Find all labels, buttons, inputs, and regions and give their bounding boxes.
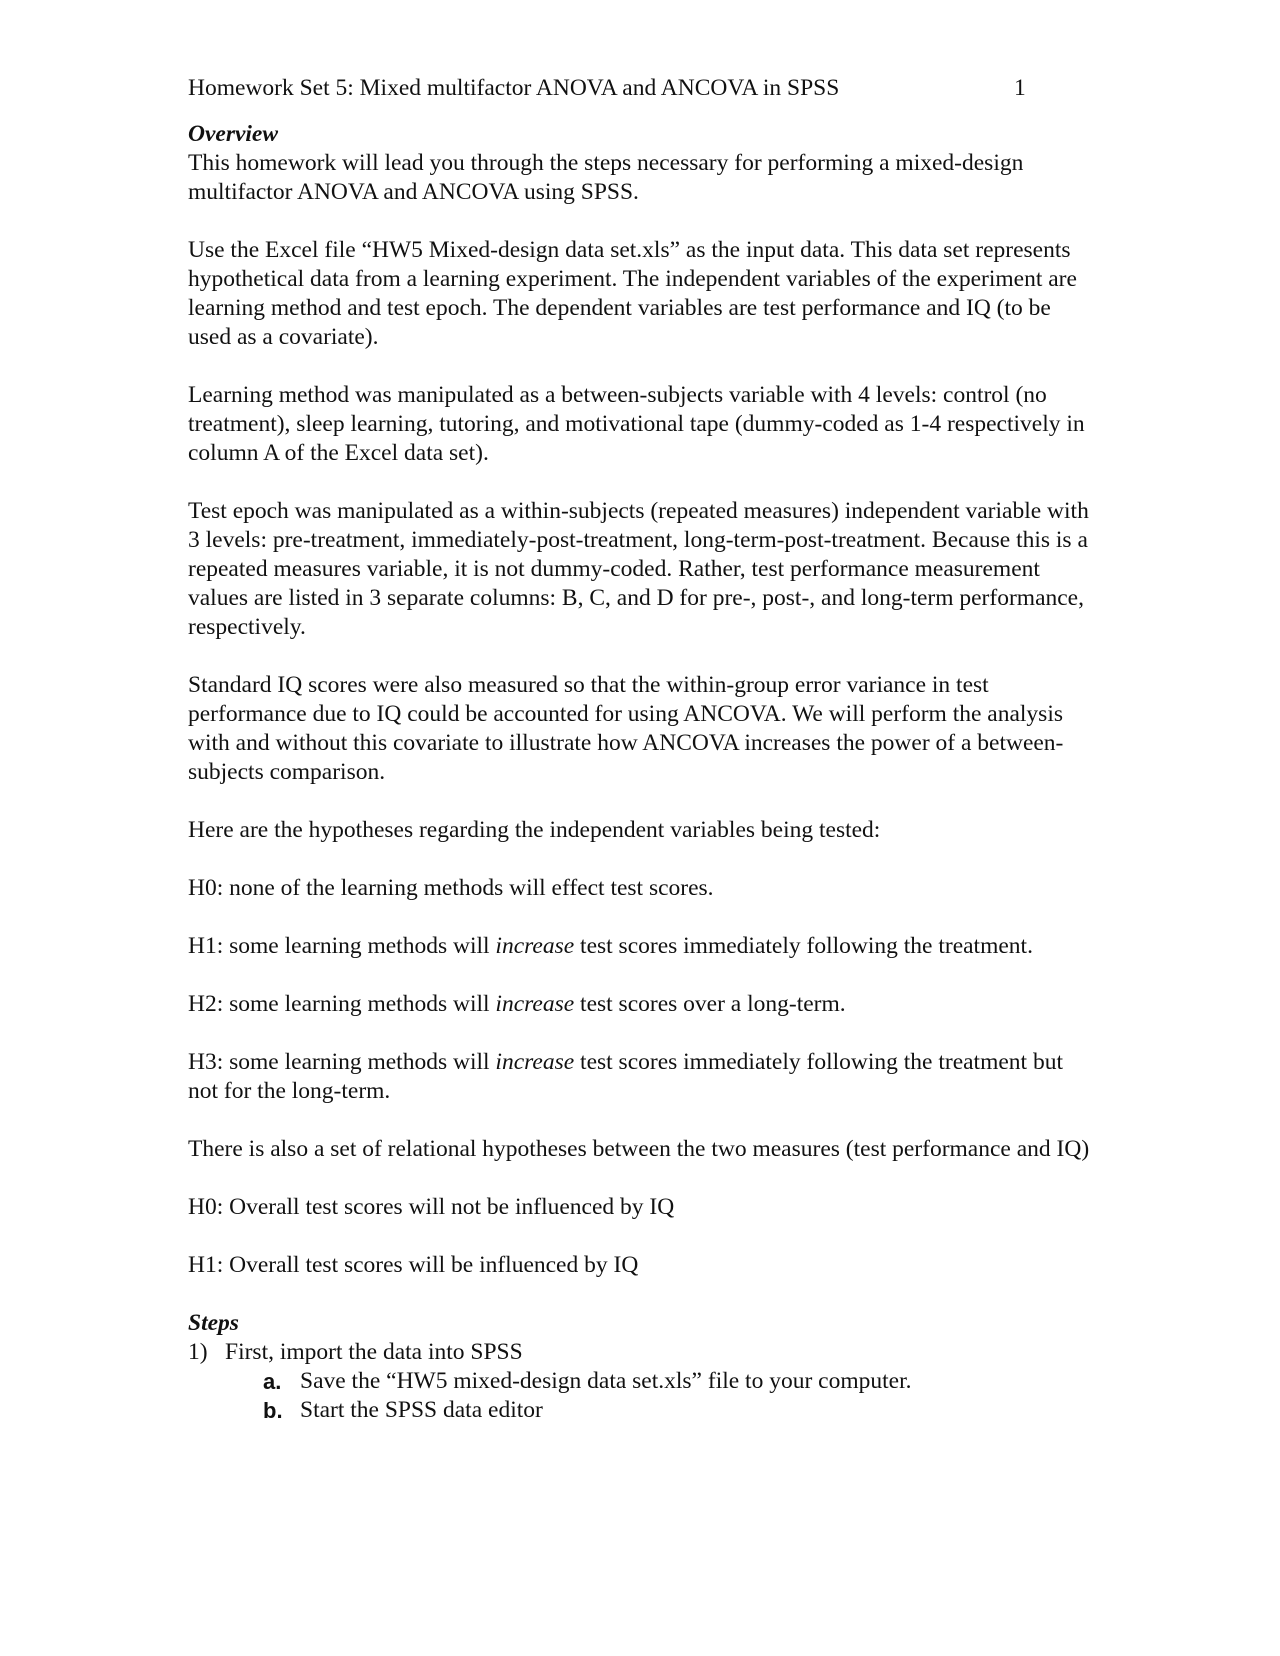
overview-heading: Overview (188, 121, 279, 147)
substep-b-text: Start the SPSS data editor (300, 1397, 543, 1423)
step-1-number: 1) (188, 1339, 208, 1365)
hypothesis-h1-start: H1: some learning methods will (188, 933, 496, 959)
overview-paragraph-4: Test epoch was manipulated as a within-subjects (repeated measures) independent variable with 3 levels: pre-treatment, immediately-post-treatment, long-term-post-treatment. Because this is a repeated measures variable, it is not dummy-coded. Rather, test performance measurement values are listed in 3 separate columns: B, C, and D for pre-, post-, and long-term performance, respectively. (188, 498, 1089, 640)
substep-a-letter: a. (263, 1369, 282, 1394)
steps-heading: Steps (188, 1310, 239, 1336)
hypothesis-h2-end: test scores over a long-term. (574, 991, 846, 1017)
hypothesis-h3-emphasis: increase (495, 1049, 575, 1075)
page-number: 1 (1014, 75, 1026, 101)
hypothesis-h1-end: test scores immediately following the treatment. (574, 933, 1033, 959)
relational-intro: There is also a set of relational hypotheses between the two measures (test performance and IQ) (188, 1136, 1090, 1162)
overview-paragraph-2: Use the Excel file “HW5 Mixed-design data set.xls” as the input data. This data set represents hypothetical data from a learning experiment. The independent variables of the experiment are learning method and test epoch. The dependent variables are test performance and IQ (to be used as a covariate). (188, 237, 1077, 350)
step-1-substeps (188, 1367, 1098, 1425)
substep-a-text: Save the “HW5 mixed-design data set.xls” file to your computer. (300, 1368, 912, 1394)
hypothesis-h1-emphasis: increase (495, 933, 575, 959)
hypothesis-h2-start: H2: some learning methods will (188, 991, 496, 1017)
hypothesis-h3 (188, 1048, 1098, 1106)
step-1 (188, 1338, 1098, 1367)
relational-h0: H0: Overall test scores will not be influenced by IQ (188, 1194, 675, 1220)
hypothesis-h3-start: H3: some learning methods will (188, 1049, 496, 1075)
header-title: Homework Set 5: Mixed multifactor ANOVA and ANCOVA in SPSS (188, 75, 840, 101)
overview-paragraph-6: Here are the hypotheses regarding the independent variables being tested: (188, 817, 881, 843)
page-header (188, 74, 1098, 103)
hypothesis-h0: H0: none of the learning methods will effect test scores. (188, 875, 714, 901)
substep-a (263, 1367, 1098, 1396)
document-page (188, 74, 1098, 1425)
steps-list (188, 1338, 1098, 1367)
overview-paragraph-1: This homework will lead you through the steps necessary for performing a mixed-design multifactor ANOVA and ANCOVA using SPSS. (188, 150, 1024, 205)
substep-b-letter: b. (263, 1398, 283, 1423)
hypothesis-h2 (188, 990, 1098, 1019)
hypothesis-h2-emphasis: increase (495, 991, 575, 1017)
overview-paragraph-5: Standard IQ scores were also measured so that the within-group error variance in test performance due to IQ could be accounted for using ANCOVA. We will perform the analysis with and without this covariate to illustrate how ANCOVA increases the power of a between-subjects comparison. (188, 672, 1064, 785)
overview-paragraph-3: Learning method was manipulated as a between-subjects variable with 4 levels: control (no treatment), sleep learning, tutoring, and motivational tape (dummy-coded as 1-4 respectively in column A of the Excel data set). (188, 382, 1085, 466)
substep-b (263, 1396, 1098, 1425)
hypothesis-h3-end: test scores immediately following the treatment but not for the long-term. (188, 1049, 1063, 1104)
hypothesis-h1 (188, 932, 1098, 961)
step-1-text: First, import the data into SPSS (225, 1339, 523, 1365)
relational-h1: H1: Overall test scores will be influenced by IQ (188, 1252, 639, 1278)
